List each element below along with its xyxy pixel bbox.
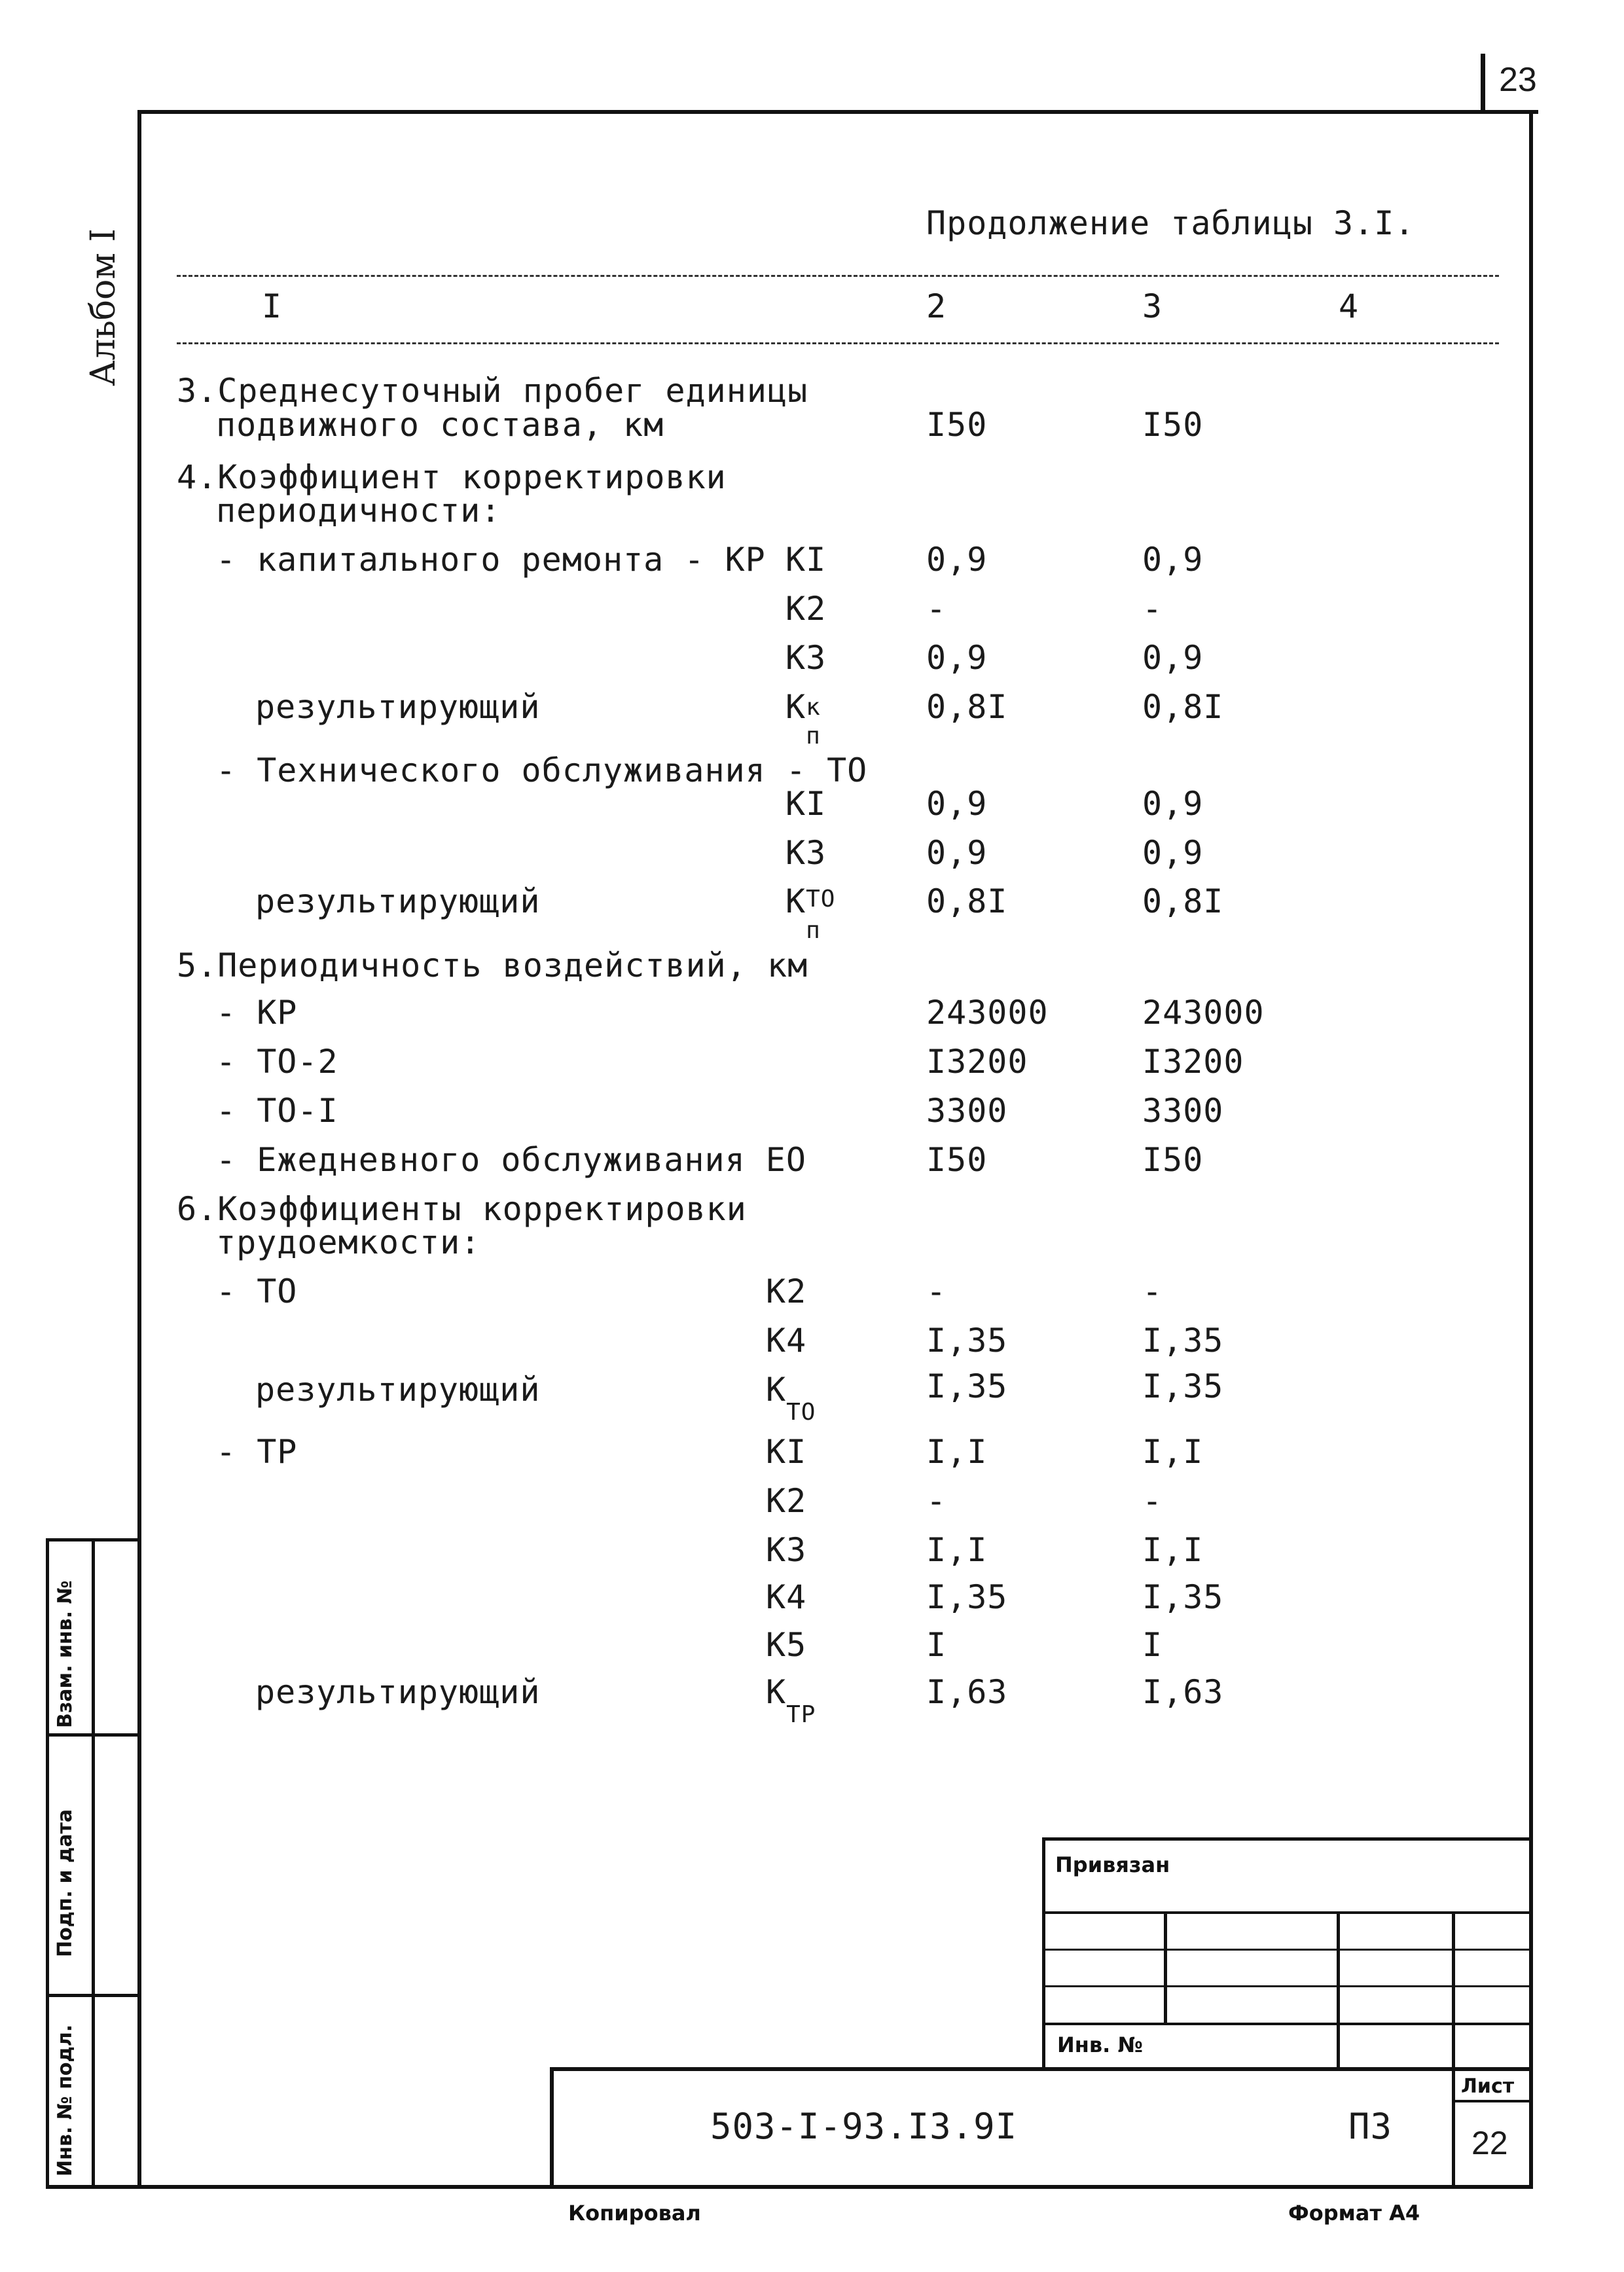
row-value-col2: I,35 <box>926 1322 1008 1360</box>
col-header-3: 3 <box>1142 287 1163 325</box>
col-header-2: 2 <box>926 287 947 325</box>
row-text: - ТО-2 <box>216 1043 338 1081</box>
row-value-col3: 0,9 <box>1142 639 1204 677</box>
row-text: результирующий <box>255 1371 541 1409</box>
row-coef-resulting: К к п <box>785 688 821 749</box>
row-value-col2: 0,9 <box>926 834 988 872</box>
tb-h1 <box>1042 1911 1533 1914</box>
row-coef: К3 <box>785 639 827 677</box>
format-label: Формат А4 <box>1288 2201 1420 2226</box>
section-code: ПЗ <box>1348 2106 1393 2147</box>
row-text: - Ежедневного обслуживания ЕО <box>216 1141 806 1179</box>
page-number: 23 <box>1499 61 1537 99</box>
row-value-col3: 0,9 <box>1142 541 1204 579</box>
row-value-col3: I,I <box>1142 1433 1204 1471</box>
tb-main-top <box>550 2067 1533 2071</box>
row-text: - ТР <box>216 1433 298 1471</box>
tb-left <box>1042 1837 1045 2071</box>
tb-v2 <box>1337 1911 1340 2071</box>
row-value-col3: I,35 <box>1142 1367 1224 1405</box>
row-text: 6.Коэффициенты корректировки <box>177 1190 747 1228</box>
row-value-col3: 0,9 <box>1142 834 1204 872</box>
side-stamp-divider <box>92 1538 95 2189</box>
row-coef-resulting <box>766 1673 816 1728</box>
row-value-col2: 0,8I <box>926 882 1008 920</box>
row-coef: К3 <box>785 834 827 872</box>
row-text: 3.Среднесуточный пробег единицы <box>177 372 808 410</box>
tb-h4 <box>1042 2023 1533 2025</box>
frame-right <box>1529 110 1533 2189</box>
row-value-col3: I3200 <box>1142 1043 1244 1081</box>
row-value-col2: 0,9 <box>926 639 988 677</box>
tb-sheet-divider <box>1452 2067 1455 2189</box>
row-value-col3: I50 <box>1142 406 1204 444</box>
row-coef: К2 <box>766 1482 807 1520</box>
row-coef-resulting <box>766 1371 816 1426</box>
table-caption: Продолжение таблицы 3.I. <box>926 204 1415 242</box>
row-value-col2: I,I <box>926 1531 988 1569</box>
row-coef: К4 <box>766 1578 807 1616</box>
row-value-col3: 0,8I <box>1142 688 1224 726</box>
row-value-col2: - <box>926 1482 947 1520</box>
row-value-col2: 0,9 <box>926 785 988 823</box>
row-value-col2: I,35 <box>926 1367 1008 1405</box>
coef-base: К <box>785 882 806 920</box>
row-value-col3: I,35 <box>1142 1578 1224 1616</box>
row-coef: КI <box>785 541 827 579</box>
row-value-col3: I,63 <box>1142 1673 1224 1711</box>
row-value-col3: I,I <box>1142 1531 1204 1569</box>
row-value-col2: - <box>926 1272 947 1310</box>
row-value-col3: 243000 <box>1142 994 1265 1032</box>
row-value-col2: 0,8I <box>926 688 1008 726</box>
copied-label: Копировал <box>568 2201 701 2226</box>
frame-bottom <box>46 2185 1533 2189</box>
row-value-col2: I,35 <box>926 1578 1008 1616</box>
row-value-col2: I50 <box>926 1141 988 1179</box>
tb-h3 <box>1042 1985 1533 1987</box>
row-coef: К5 <box>766 1626 807 1664</box>
inv-no-label: Инв. № <box>1057 2032 1143 2057</box>
row-value-col3: - <box>1142 590 1163 628</box>
vzam-inv-label: Взам. инв. № <box>54 1580 77 1728</box>
row-text: результирующий <box>255 1673 541 1711</box>
col-header-4: 4 <box>1339 287 1360 325</box>
row-value-col2: I50 <box>926 406 988 444</box>
row-text: 5.Периодичность воздействий, км <box>177 947 808 984</box>
tb-v3 <box>1452 1911 1455 2071</box>
row-value-col2: 3300 <box>926 1092 1008 1130</box>
coef-base: К <box>766 1371 787 1409</box>
side-stamp-sep-2 <box>46 1994 141 1997</box>
row-coef: К2 <box>766 1272 807 1310</box>
row-text: - ТО-I <box>216 1092 338 1130</box>
row-value-col2: 0,9 <box>926 541 988 579</box>
row-value-col3: - <box>1142 1482 1163 1520</box>
tb-sheet-sep <box>1452 2100 1533 2102</box>
row-text: - ТО <box>216 1272 298 1310</box>
row-value-col2: I,63 <box>926 1673 1008 1711</box>
side-stamp-left <box>46 1538 49 2189</box>
row-value-col2: I <box>926 1626 947 1664</box>
row-value-col3: 0,8I <box>1142 882 1224 920</box>
row-value-col3: I <box>1142 1626 1163 1664</box>
row-coef: К3 <box>766 1531 807 1569</box>
row-value-col2: 243000 <box>926 994 1049 1032</box>
album-label: Альбом I <box>84 228 123 386</box>
podp-data-label: Подп. и дата <box>54 1809 77 1957</box>
frame-top <box>137 110 1538 114</box>
sheet-number: 22 <box>1471 2125 1508 2161</box>
coef-sub: ТО <box>786 1399 816 1426</box>
tb-h2 <box>1042 1949 1533 1951</box>
row-text: периодичности: <box>216 492 501 530</box>
tb-top <box>1042 1837 1533 1841</box>
tb-v1 <box>1164 1911 1167 2025</box>
row-text: результирующий <box>255 688 541 726</box>
row-coef: КI <box>785 785 827 823</box>
tb-main-left <box>550 2067 554 2189</box>
frame-left <box>137 110 141 2189</box>
row-value-col3: - <box>1142 1272 1163 1310</box>
row-text: - капитального ремонта - КР <box>216 541 766 579</box>
row-value-col2: I3200 <box>926 1043 1028 1081</box>
row-text: - Технического обслуживания - ТО <box>216 751 868 789</box>
col-header-1: I <box>262 287 283 325</box>
coef-base: К <box>785 688 806 726</box>
row-value-col3: I50 <box>1142 1141 1204 1179</box>
coef-sub: ТР <box>786 1701 816 1728</box>
row-coef: К4 <box>766 1322 807 1360</box>
document-code: 503-I-93.I3.9I <box>710 2106 1018 2147</box>
sheet-label: Лист <box>1461 2075 1515 2098</box>
row-value-col2: - <box>926 590 947 628</box>
row-text: - КР <box>216 994 298 1032</box>
row-coef: КI <box>766 1433 807 1471</box>
inv-podl-label: Инв. № подл. <box>54 2024 77 2176</box>
privyazan-label: Привязан <box>1055 1852 1170 1877</box>
row-value-col3: I,35 <box>1142 1322 1224 1360</box>
row-text: результирующий <box>255 882 541 920</box>
coef-base: К <box>766 1673 787 1711</box>
row-text: 4.Коэффициент корректировки <box>177 458 727 496</box>
side-stamp-sep-1 <box>46 1733 141 1737</box>
header-rule-top <box>177 275 1499 277</box>
row-value-col3: 3300 <box>1142 1092 1224 1130</box>
header-rule-bottom <box>177 342 1499 344</box>
row-value-col2: I,I <box>926 1433 988 1471</box>
row-value-col3: 0,9 <box>1142 785 1204 823</box>
page-number-divider <box>1481 54 1485 114</box>
row-text: трудоемкости: <box>216 1223 481 1261</box>
row-coef: К2 <box>785 590 827 628</box>
row-coef-resulting: К ТО п <box>785 882 836 944</box>
row-text: подвижного состава, км <box>216 406 664 444</box>
